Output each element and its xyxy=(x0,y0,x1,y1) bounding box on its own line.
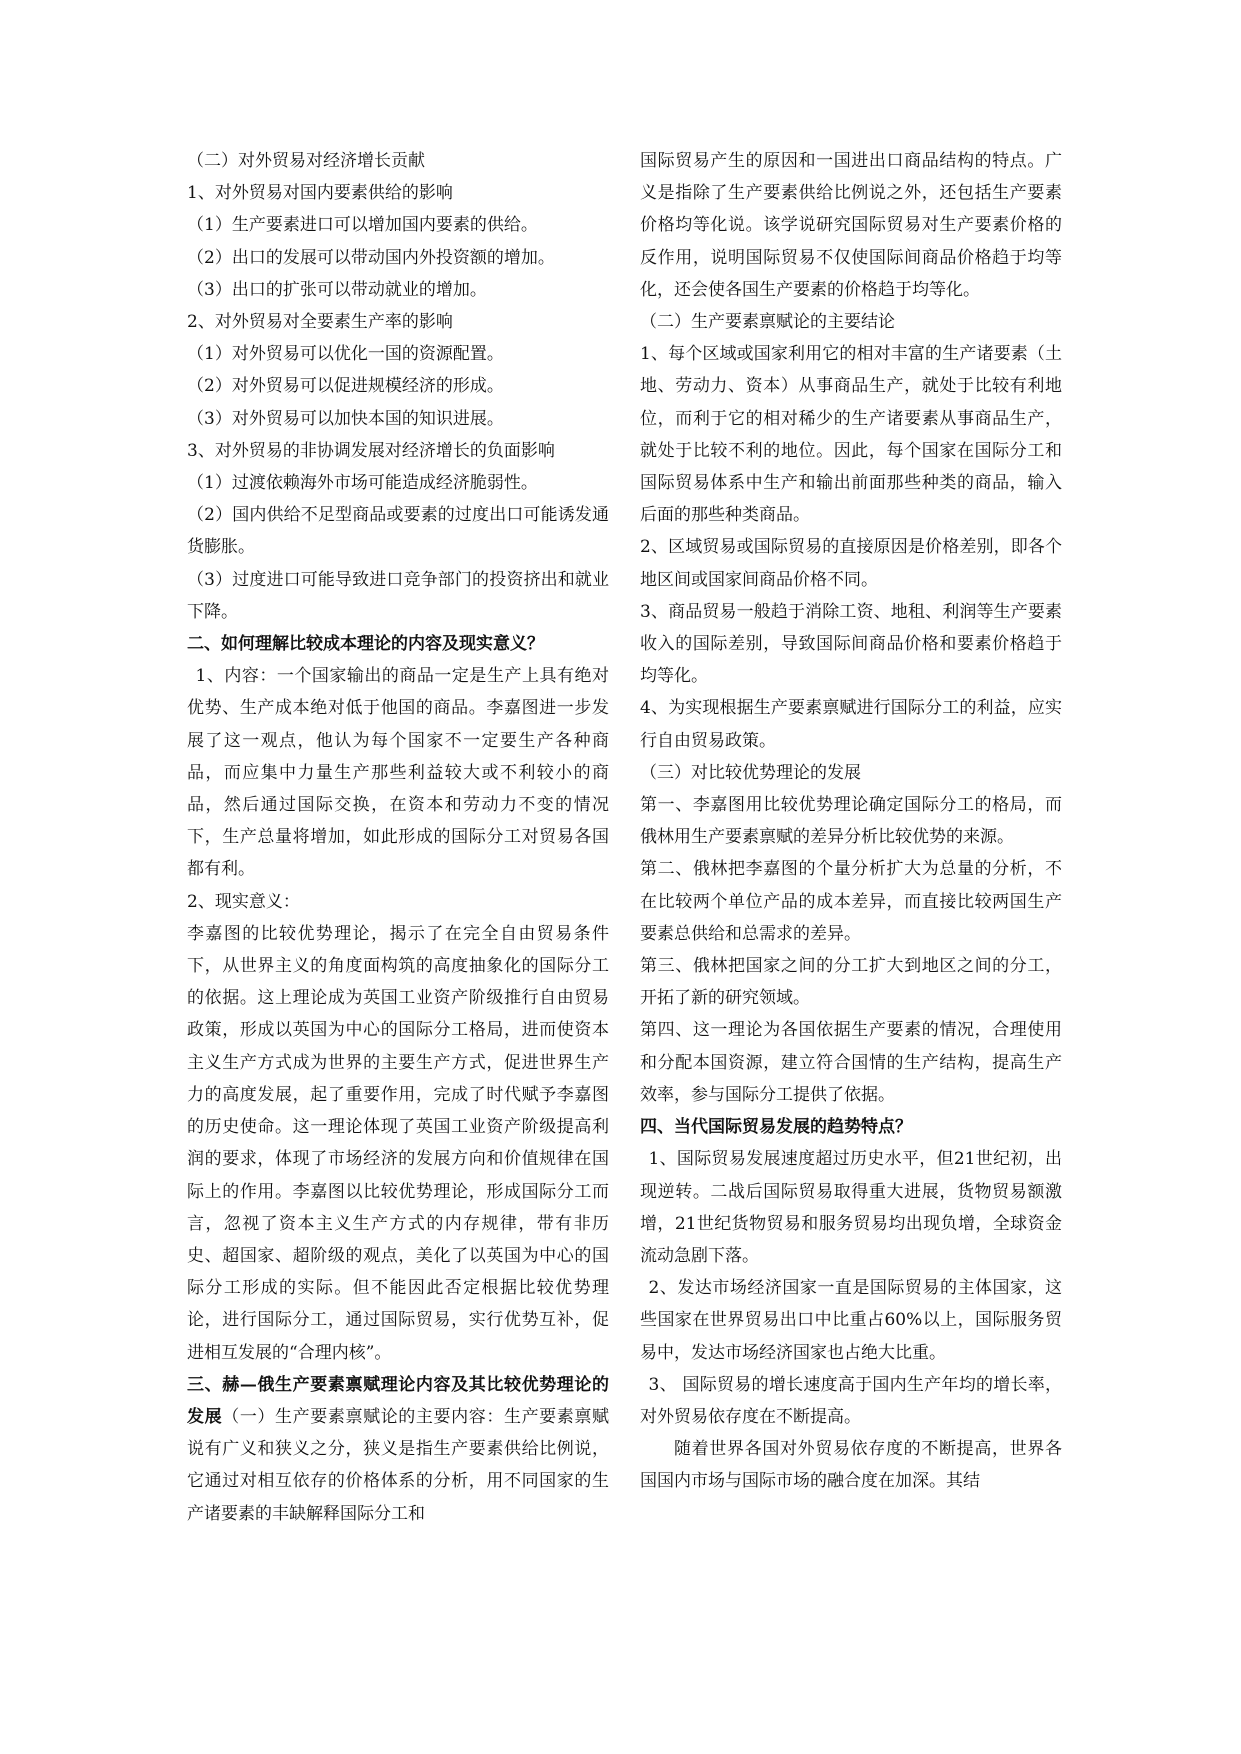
paragraph: 4、为实现根据生产要素禀赋进行国际分工的利益，应实行自由贸易政策。 xyxy=(640,698,1062,751)
section-heading: 三、赫—俄生产要素禀赋理论内容及其比较优势理论的发展 xyxy=(187,1374,609,1427)
paragraph: （2）对外贸易可以促进规模经济的形成。 xyxy=(187,376,504,397)
paragraph: 3、商品贸易一般趋于消除工资、地租、利润等生产要素收入的国际差别，导致国际间商品价格和要素价格趋于均等化。 xyxy=(640,601,1062,687)
paragraph-text: （一）生产要素禀赋论的主要内容：生产要素禀赋说有广义和狭义之分，狭义是指生产要素供给比例说，它通过对相互依存的价格体系的分析，用不同国家的生产诸要素的丰缺解释国际分工和 xyxy=(187,1406,610,1524)
paragraph: （2）出口的发展可以带动国内外投资额的增加。 xyxy=(187,247,555,268)
paragraph: 第三、俄林把国家之间的分工扩大到地区之间的分工，开拓了新的研究领域。 xyxy=(640,956,1062,1009)
subsection-heading: （二）生产要素禀赋论的主要结论 xyxy=(640,312,895,333)
paragraph: 1、每个区域或国家利用它的相对丰富的生产诸要素（土地、劳动力、资本）从事商品生产，就处于比较有利地位，而利于它的相对稀少的生产诸要素从事商品生产，就处于比较不利的地位。因此，每个国家在国际分工和国际贸易体系中生产和输出前面那些种类的商品，输入后面的那些种类商品。 xyxy=(640,344,1062,526)
paragraph: 第一、李嘉图用比较优势理论确定国际分工的格局，而俄林用生产要素禀赋的差异分析比较优势的来源。 xyxy=(640,795,1062,848)
section-heading: 二、如何理解比较成本理论的内容及现实意义？ xyxy=(187,634,544,655)
paragraph: 2、发达市场经济国家一直是国际贸易的主体国家，这些国家在世界贸易出口中比重占60%以上，国际服务贸易中，发达市场经济国家也占绝大比重。 xyxy=(640,1278,1062,1363)
paragraph: 第四、这一理论为各国依据生产要素的情况，合理使用和分配本国资源，建立符合国情的生产结构，提高生产效率，参与国际分工提供了依据。 xyxy=(640,1020,1062,1105)
paragraph: 2、对外贸易对全要素生产率的影响 xyxy=(187,312,453,333)
paragraph: 1、内容：一个国家输出的商品一定是生产上具有绝对优势、生产成本绝对低于他国的商品。李嘉图进一步发展了这一观点，他认为每个国家不一定要生产各种商品，而应集中力量生产那些利益较大或不利较小的商品，然后通过国际交换，在资本和劳动力不变的情况下，生产总量将增加，如此形成的国际分工对贸易各国都有利。 xyxy=(187,666,609,880)
paragraph: 2、现实意义： xyxy=(187,891,300,912)
mixed-paragraph xyxy=(187,1369,609,1530)
paragraph: 国际贸易产生的原因和一国进出口商品结构的特点。广义是指除了生产要素供给比例说之外，还包括生产要素价格均等化说。该学说研究国际贸易对生产要素价格的反作用，说明国际贸易不仅使国际间商品价格趋于均等化，还会使各国生产要素的价格趋于均等化。 xyxy=(640,151,1062,300)
subsection-heading: （三）对比较优势理论的发展 xyxy=(640,762,861,783)
paragraph: （1）过渡依赖海外市场可能造成经济脆弱性。 xyxy=(187,473,538,494)
section-heading: 四、当代国际贸易发展的趋势特点？ xyxy=(640,1117,912,1138)
subsection-heading: （二）对外贸易对经济增长贡献 xyxy=(187,151,425,171)
paragraph: 第二、俄林把李嘉图的个量分析扩大为总量的分析，不在比较两个单位产品的成本差异，而直接比较两国生产要素总供给和总需求的差异。 xyxy=(640,859,1062,944)
paragraph: （1）对外贸易可以优化一国的资源配置。 xyxy=(187,344,504,365)
left-column xyxy=(187,145,609,1530)
paragraph: 3、 国际贸易的增长速度高于国内生产年均的增长率，对外贸易依存度在不断提高。 xyxy=(640,1374,1062,1427)
paragraph: （3）对外贸易可以加快本国的知识进展。 xyxy=(187,408,504,429)
paragraph: 3、对外贸易的非协调发展对经济增长的负面影响 xyxy=(187,440,555,461)
paragraph: （3）过度进口可能导致进口竞争部门的投资挤出和就业下降。 xyxy=(187,569,609,622)
paragraph: （2）国内供给不足型商品或要素的过度出口可能诱发通货膨胀。 xyxy=(187,505,609,558)
paragraph: 1、国际贸易发展速度超过历史水平，但21世纪初，出现逆转。二战后国际贸易取得重大进展，货物贸易额激增，21世纪货物贸易和服务贸易均出现负增，全球资金流动急剧下落。 xyxy=(640,1149,1062,1266)
paragraph: （3）出口的扩张可以带动就业的增加。 xyxy=(187,279,487,300)
paragraph: （1）生产要素进口可以增加国内要素的供给。 xyxy=(187,215,538,236)
paragraph: 1、对外贸易对国内要素供给的影响 xyxy=(187,183,453,204)
right-column xyxy=(640,145,1062,1498)
paragraph: 2、区域贸易或国际贸易的直接原因是价格差别，即各个地区间或国家间商品价格不同。 xyxy=(640,537,1062,590)
paragraph: 李嘉图的比较优势理论，揭示了在完全自由贸易条件下，从世界主义的角度面构筑的高度抽象化的国际分工的依据。这上理论成为英国工业资产阶级推行自由贸易政策，形成以英国为中心的国际分工格局，进而使资本主义生产方式成为世界的主要生产方式，促进世界生产力的高度发展，起了重要作用，完成了时代赋予李嘉图的历史使命。这一理论体现了英国工业资产阶级提高利润的要求，体现了市场经济的发展方向和价值规律在国际上的作用。李嘉图以比较优势理论，形成国际分工而言，忽视了资本主义生产方式的内存规律，带有非历史、超国家、超阶级的观点，美化了以英国为中心的国际分工形成的实际。但不能因此否定根据比较优势理论，进行国际分工，通过国际贸易，实行优势互补，促进相互发展的“合理内核”。 xyxy=(187,923,609,1363)
paragraph: 随着世界各国对外贸易依存度的不断提高，世界各国国内市场与国际市场的融合度在加深。其结 xyxy=(640,1439,1062,1492)
